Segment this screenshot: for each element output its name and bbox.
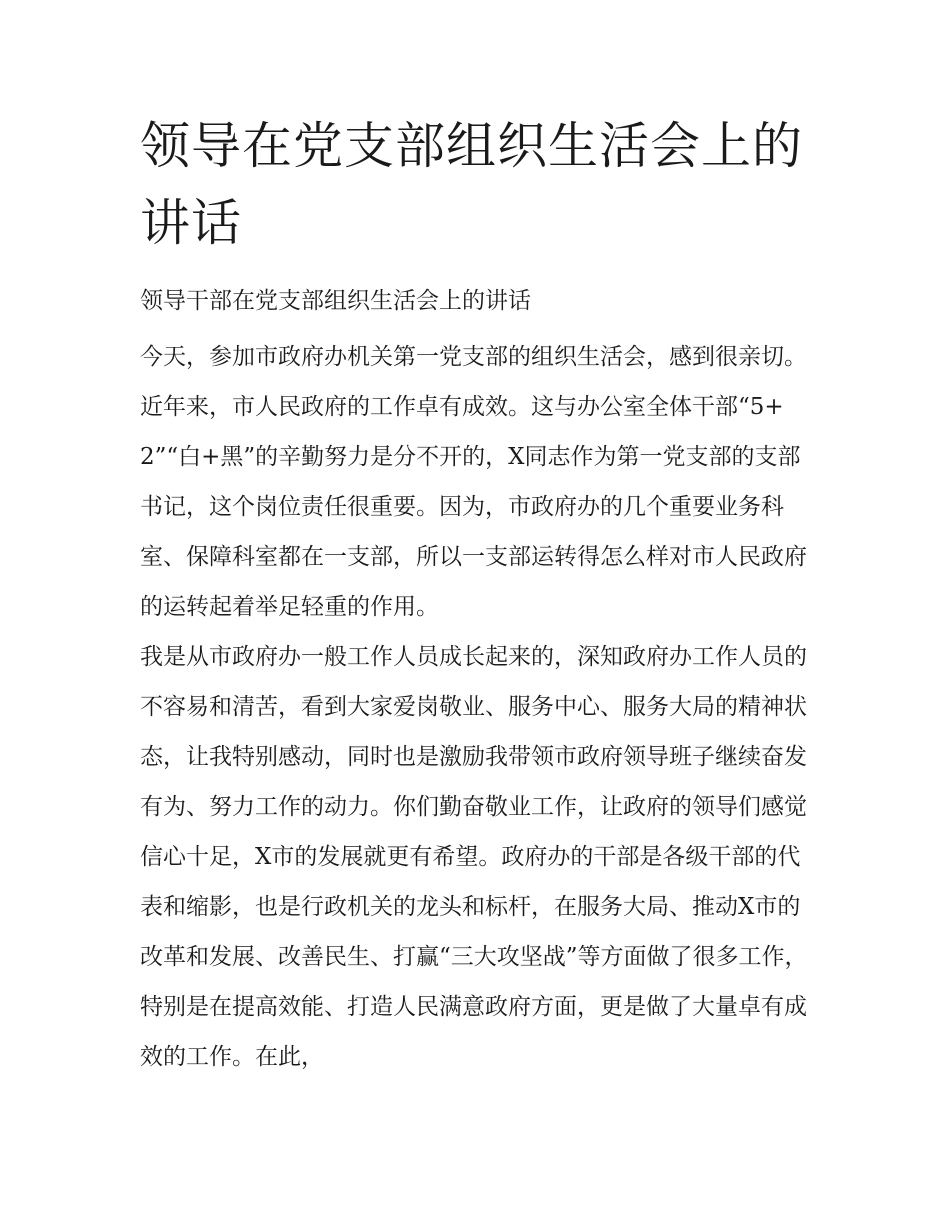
document-body bbox=[140, 332, 812, 1082]
paragraph-1: 今天，参加市政府办机关第一党支部的组织生活会，感到很亲切。近年来，市人民政府的工作卓有成效。这与办公室全体干部“5+2”“白+黑”的辛勤努力是分不开的，X同志作为第一党支部的支部书记，这个岗位责任很重要。因为，市政府办的几个重要业务科室、保障科室都在一支部，所以一支部运转得怎么样对市人民政府的运转起着举足轻重的作用。 bbox=[140, 344, 807, 620]
document-subtitle: 领导干部在党支部组织生活会上的讲话 bbox=[140, 288, 531, 314]
paragraph-2: 我是从市政府办一般工作人员成长起来的，深知政府办工作人员的不容易和清苦，看到大家爱岗敬业、服务中心、服务大局的精神状态，让我特别感动，同时也是激励我带领市政府领导班子继续奋发有为、努力工作的动力。你们勤奋敬业工作，让政府的领导们感觉信心十足，X市的发展就更有希望。政府办的干部是各级干部的代表和缩影，也是行政机关的龙头和标杆，在服务大局、推动X市的改革和发展、改善民生、打赢“三大攻坚战”等方面做了很多工作，特别是在提高效能、打造人民满意政府方面，更是做了大量卓有成效的工作。在此， bbox=[140, 644, 808, 1070]
document-title: 领导在党支部组织生活会上的讲话 bbox=[140, 117, 803, 252]
